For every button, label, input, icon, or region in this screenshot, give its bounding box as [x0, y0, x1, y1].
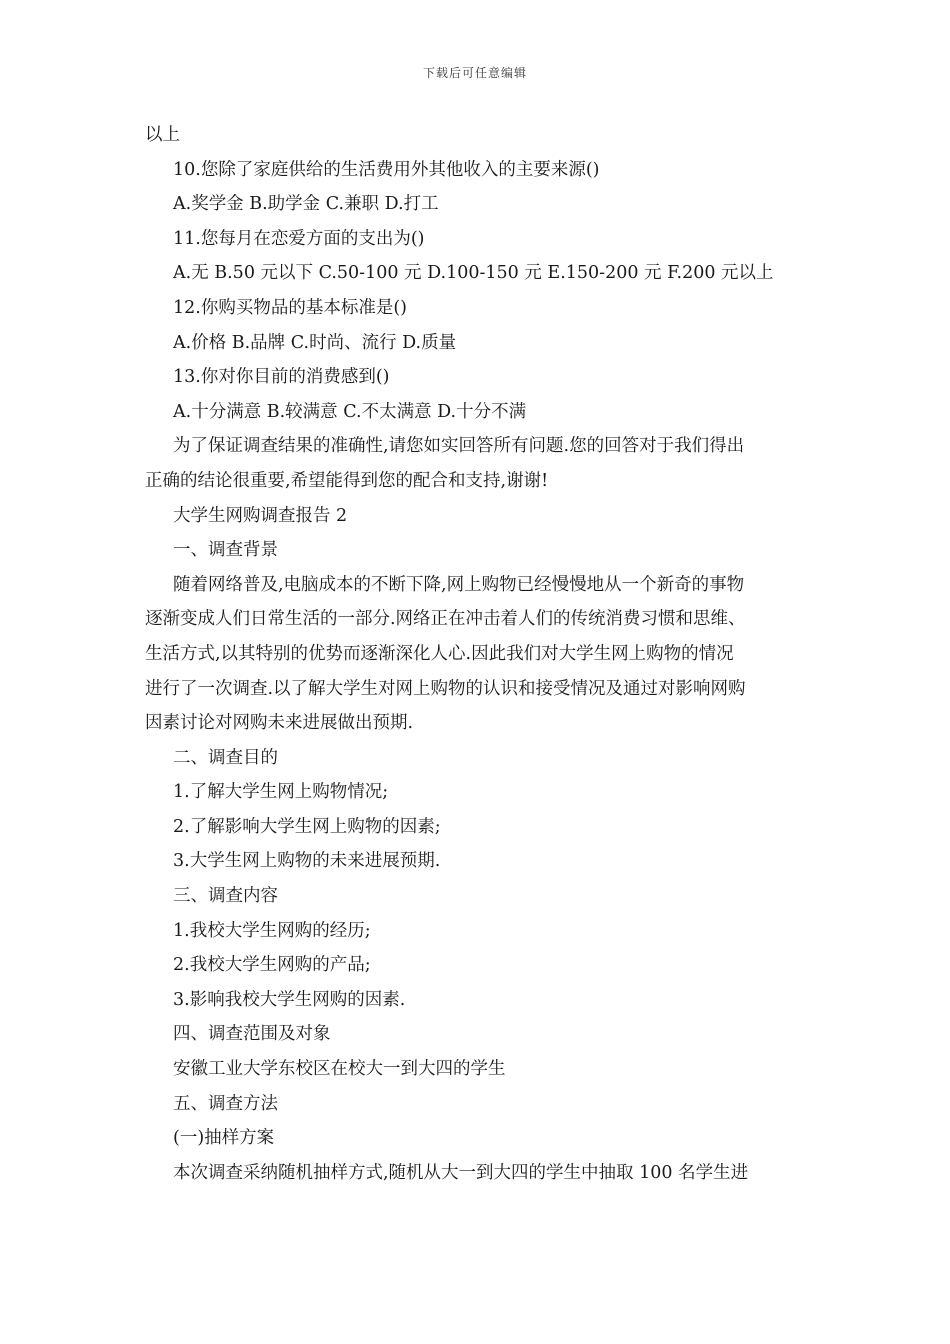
text-line: 五、调查方法 — [173, 1093, 278, 1114]
text-line: 大学生网购调查报告 2 — [173, 505, 348, 526]
text-line: 1.我校大学生网购的经历; — [173, 920, 371, 941]
text-line: 以上 — [145, 125, 180, 145]
text-line: 随着网络普及,电脑成本的不断下降,网上购物已经慢慢地从一个新奇的事物 — [173, 574, 745, 595]
document-body — [145, 118, 810, 1190]
text-line: (一)抽样方案 — [173, 1128, 275, 1149]
text-line: 2.我校大学生网购的产品; — [173, 955, 371, 976]
text-line: A.十分满意 B.较满意 C.不太满意 D.十分不满 — [173, 401, 527, 422]
text-line: 3.影响我校大学生网购的因素. — [173, 989, 406, 1010]
text-line: 2.了解影响大学生网上购物的因素; — [173, 816, 441, 837]
text-line: 二、调查目的 — [173, 747, 278, 768]
text-line: A.奖学金 B.助学金 C.兼职 D.打工 — [173, 194, 439, 215]
text-line: 12.你购买物品的基本标准是() — [173, 297, 407, 318]
text-line: 逐渐变成人们日常生活的一部分.网络正在冲击着人们的传统消费习惯和思维、 — [145, 609, 746, 630]
text-line: 因素讨论对网购未来进展做出预期. — [145, 713, 414, 734]
text-line: 生活方式,以其特别的优势而逐渐深化人心.因此我们对大学生网上购物的情况 — [145, 643, 734, 664]
text-line: 为了保证调查结果的准确性,请您如实回答所有问题.您的回答对于我们得出 — [173, 436, 745, 457]
text-line: 10.您除了家庭供给的生活费用外其他收入的主要来源() — [173, 159, 600, 180]
text-line: 13.你对你目前的消费感到() — [173, 367, 390, 388]
text-line: 11.您每月在恋爱方面的支出为() — [173, 228, 425, 249]
text-line: 三、调查内容 — [173, 886, 278, 907]
text-line: 3.大学生网上购物的未来进展预期. — [173, 851, 441, 872]
page-header: 下载后可任意编辑 — [422, 66, 527, 80]
text-line: 安徽工业大学东校区在校大一到大四的学生 — [173, 1059, 506, 1080]
text-line: 1.了解大学生网上购物情况; — [173, 782, 389, 803]
text-line: A.无 B.50 元以下 C.50-100 元 D.100-150 元 E.150-200 元 F.200 元以上 — [173, 263, 774, 284]
text-line: 四、调查范围及对象 — [173, 1024, 331, 1045]
text-line: 本次调查采纳随机抽样方式,随机从大一到大四的学生中抽取 100 名学生进 — [173, 1162, 749, 1183]
text-line: 进行了一次调查.以了解大学生对网上购物的认识和接受情况及通过对影响网购 — [145, 678, 746, 699]
text-line: 一、调查背景 — [173, 540, 278, 561]
text-line: A.价格 B.品牌 C.时尚、流行 D.质量 — [173, 332, 457, 353]
text-line: 正确的结论很重要,希望能得到您的配合和支持,谢谢! — [145, 470, 549, 491]
